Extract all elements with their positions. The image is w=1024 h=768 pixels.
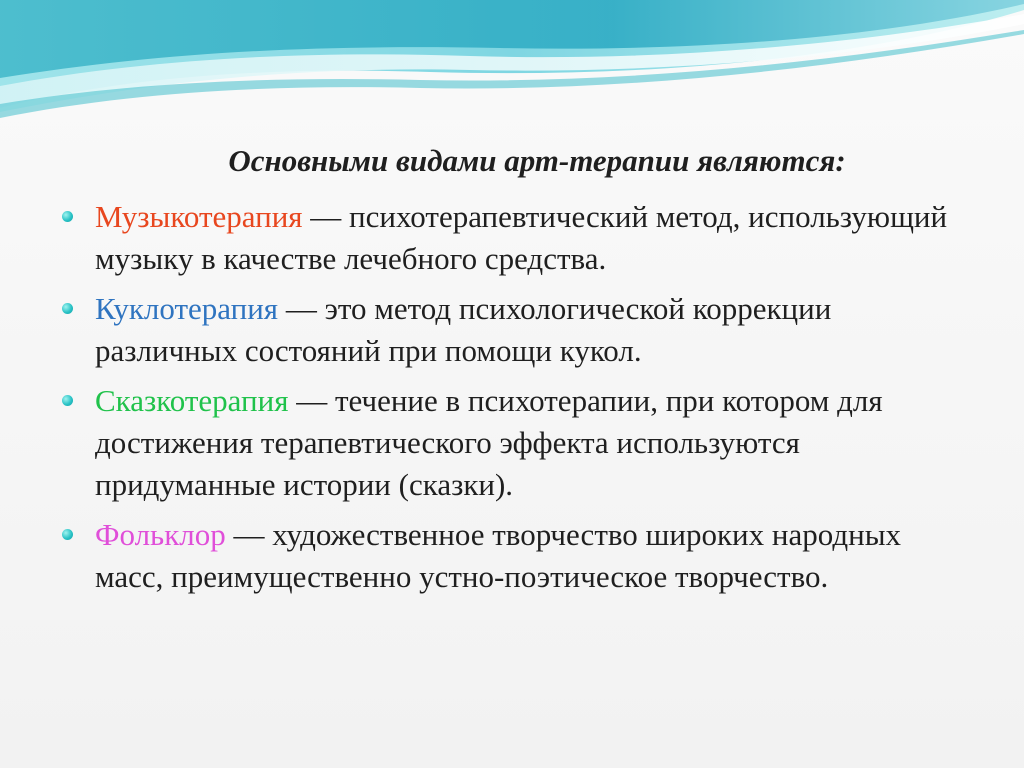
definition-puppet-therapy: — это метод психологической коррекции различных состояний при помощи кукол. (95, 291, 832, 368)
definition-fairytale-therapy: — течение в психотерапии, при котором для достижения терапевтического эффекта используются придуманные истории (сказки). (95, 383, 883, 502)
list-item-puppet-therapy (62, 288, 972, 372)
definition-music-therapy: — психотерапевтический метод, использующий музыку в качестве лечебного средства. (95, 199, 948, 276)
bullet-icon (62, 303, 73, 314)
wave-decoration (0, 0, 1024, 130)
term-folklore: Фольклор (95, 517, 226, 552)
list-item-music-therapy (62, 196, 972, 280)
term-fairytale-therapy: Сказкотерапия (95, 383, 289, 418)
bullet-icon (62, 395, 73, 406)
art-therapy-types-list (62, 196, 972, 598)
bullet-icon (62, 529, 73, 540)
content-area (62, 138, 972, 606)
definition-folklore: — художественное творчество широких народных масс, преимущественно устно-поэтическое творчество. (95, 517, 902, 594)
term-puppet-therapy: Куклотерапия (95, 291, 279, 326)
slide-heading: Основными видами арт-терапии являются: (228, 143, 846, 178)
list-item-folklore (62, 514, 972, 598)
bullet-icon (62, 211, 73, 222)
list-item-fairytale-therapy (62, 380, 972, 506)
term-music-therapy: Музыкотерапия (95, 199, 303, 234)
